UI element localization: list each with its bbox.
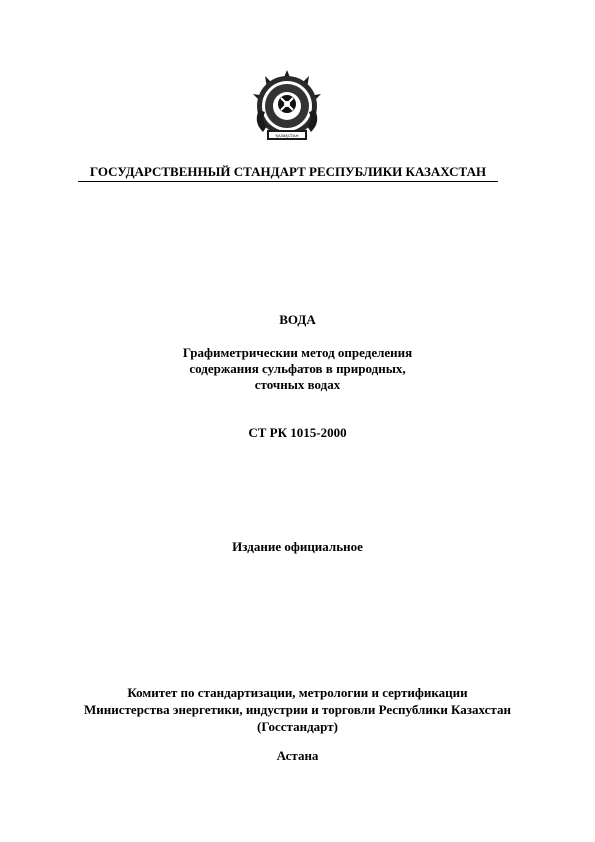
- standard-code: СТ РК 1015-2000: [248, 425, 347, 440]
- publisher-line: Комитет по стандартизации, метрологии и сертификации: [127, 685, 468, 700]
- subtitle-line: сточных водах: [254, 377, 341, 392]
- publisher-block: [0, 684, 595, 735]
- state-emblem-icon: [245, 66, 329, 146]
- document-subject: ВОДА: [279, 312, 316, 327]
- header-divider: [78, 181, 498, 182]
- publisher-line: Министерства энергетики, индустрии и торговли Республики Казахстан: [84, 702, 511, 717]
- subtitle-line: содержания сульфатов в природных,: [189, 361, 406, 376]
- header-title: ГОСУДАРСТВЕННЫЙ СТАНДАРТ РЕСПУБЛИКИ КАЗАХСТАН: [89, 164, 487, 179]
- publication-city: Астана: [276, 748, 319, 763]
- edition-label: Издание официальное: [232, 539, 363, 554]
- publisher-line: (Госстандарт): [257, 719, 338, 734]
- document-subtitle: [0, 345, 595, 393]
- svg-text:ҚАЗАҚСТАН: ҚАЗАҚСТАН: [275, 133, 299, 138]
- subtitle-line: Графиметрическии метод определения: [182, 345, 413, 360]
